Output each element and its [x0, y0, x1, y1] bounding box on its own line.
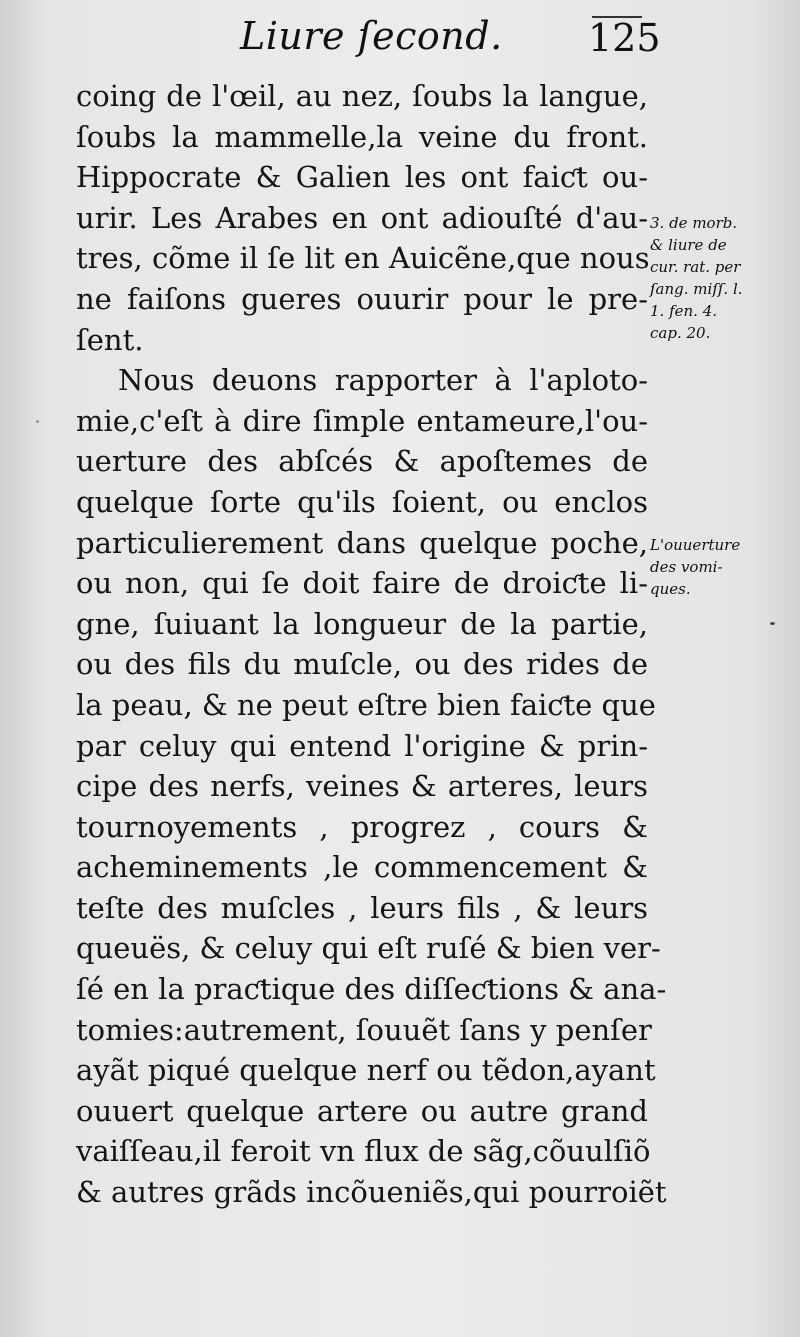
- margin-note-line: ſang. miſſ. l.: [650, 280, 743, 298]
- paper-speck: [36, 420, 39, 423]
- text-line: la peau, & ne peut eſtre bien faiƈte que: [76, 687, 656, 722]
- margin-note-line: ques.: [650, 580, 691, 598]
- margin-note-line: 3. de morb.: [650, 214, 738, 232]
- text-line: Hippocrate & Galien les ont faiƈt ou-: [76, 160, 648, 195]
- margin-note-line: 1. fen. 4.: [650, 302, 718, 320]
- paper-speck: [770, 622, 775, 625]
- text-line: gne, ſuiuant la longueur de la partie,: [76, 606, 648, 641]
- page-number: 125: [588, 16, 661, 60]
- text-line: mie,c'eſt à dire ſimple entameure,l'ou-: [76, 403, 648, 438]
- text-line: ne faiſons gueres ouurir pour le pre-: [76, 281, 648, 316]
- page-header: [0, 14, 800, 74]
- text-line: teſte des muſcles , leurs fils , & leurs: [76, 890, 648, 925]
- text-line: par celuy qui entend l'origine & prin-: [76, 728, 648, 763]
- margin-note-topic: [650, 534, 796, 600]
- margin-note-line: & liure de: [650, 236, 727, 254]
- text-line: ſoubs la mammelle,la veine du front.: [76, 119, 648, 154]
- margin-note-reference: [650, 212, 796, 344]
- text-line: Nous deuons rapporter à l'aploto-: [118, 363, 648, 398]
- margin-note-line: cap. 20.: [650, 324, 711, 342]
- text-line: acheminements ,le commencement &: [76, 850, 648, 885]
- running-head: Liure ſecond.: [240, 14, 503, 58]
- text-line: cipe des nerfs, veines & arteres, leurs: [76, 769, 648, 804]
- text-line: & autres grãds incõueniẽs,qui pourroiẽt: [76, 1175, 667, 1210]
- text-line: queuës, & celuy qui eſt ruſé & bien ver-: [76, 931, 661, 966]
- text-line: coing de l'œil, au nez, ſoubs la langue,: [76, 79, 648, 113]
- text-line: uerture des abſcés & apoſtemes de: [76, 444, 648, 479]
- text-line: urir. Les Arabes en ont adiouſté d'au-: [76, 200, 648, 235]
- body-text: [76, 76, 667, 1213]
- margin-note-line: L'ouuerture: [650, 536, 741, 554]
- text-line: ou des fils du muſcle, ou des rides de: [76, 647, 648, 682]
- text-line: ouuert quelque artere ou autre grand: [76, 1093, 648, 1128]
- text-line: ayãt piqué quelque nerf ou tẽdon,ayant: [76, 1053, 656, 1088]
- text-line: quelque ſorte qu'ils ſoient, ou enclos: [76, 484, 648, 519]
- margin-note-line: des vomi-: [650, 558, 723, 576]
- margin-note-line: cur. rat. per: [650, 258, 741, 276]
- text-line: particulierement dans quelque poche,: [76, 525, 648, 560]
- text-line: tres, cõme il ſe lit en Auicẽne,que nous: [76, 241, 650, 276]
- text-line: vaiſſeau,il feroit vn flux de sãg,cõuulſiõ: [76, 1134, 651, 1169]
- text-line: tournoyements , progrez , cours &: [76, 809, 648, 844]
- text-line: ou non, qui ſe doit faire de droiƈte li-: [76, 566, 648, 601]
- text-line: ſent.: [76, 322, 144, 357]
- text-line: ſé en la praƈtique des diſſeƈtions & ana-: [76, 972, 667, 1007]
- text-line: tomies:autrement, ſouuẽt ſans y penſer: [76, 1012, 652, 1047]
